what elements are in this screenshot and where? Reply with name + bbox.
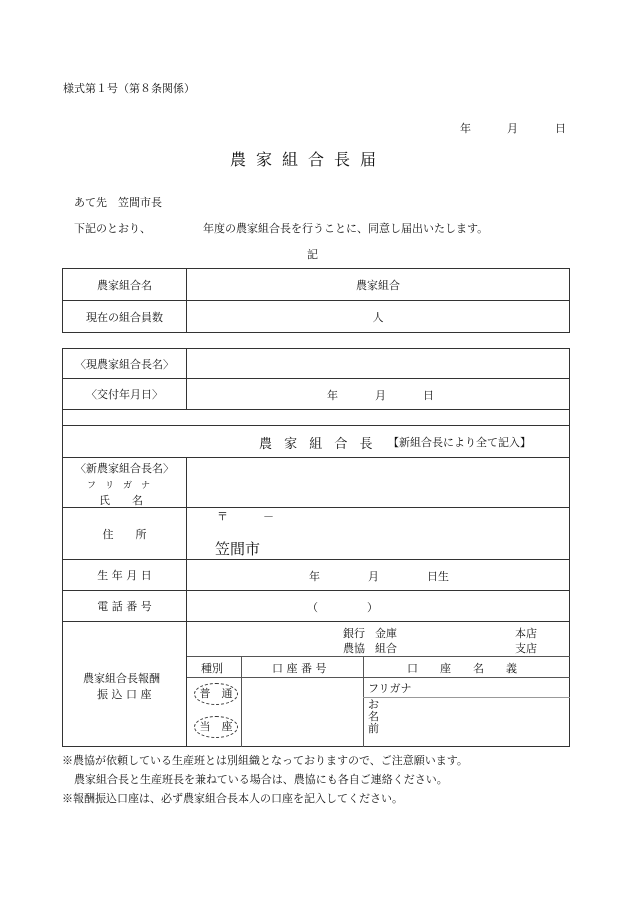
- bank-line1-b: 金庫: [375, 627, 397, 640]
- address-field[interactable]: [187, 508, 570, 560]
- phone-label: 電 話 番 号: [63, 591, 187, 622]
- section-title: 農 家 組 合 長: [259, 437, 377, 452]
- section-note: 【新組合長により全て記入】: [388, 436, 531, 449]
- furigana-small: フリガナ: [368, 682, 412, 695]
- type-futsu-option[interactable]: 普 通: [194, 683, 238, 705]
- col-account-no-header: 口 座 番 号: [272, 662, 327, 675]
- intro-prefix: 下記のとおり、: [74, 222, 151, 235]
- new-leader-label: 〈新農家組合長名〉: [75, 462, 174, 475]
- issue-month: 月: [375, 389, 386, 402]
- branch-sub: 支店: [515, 642, 537, 655]
- intro-suffix: 年度の農家組合長を行うことに、同意し届出いたします。: [203, 222, 489, 235]
- new-leader-label-cell: [63, 458, 187, 508]
- branch-main: 本店: [515, 627, 537, 640]
- birth-year: 年: [309, 570, 320, 583]
- furigana-field[interactable]: [427, 678, 569, 696]
- bank-label-1: 農家組合長報酬: [83, 672, 160, 685]
- postal-dash: －: [263, 510, 274, 523]
- furigana-label: フ リ ガ ナ: [87, 481, 151, 491]
- current-leader-field[interactable]: [187, 349, 570, 379]
- bank-line1-a: 銀行: [343, 627, 365, 640]
- postal-mark: 〒: [217, 510, 228, 523]
- city-name: 笠間市: [215, 540, 261, 558]
- phone-open: （: [307, 601, 318, 614]
- phone-field[interactable]: [187, 591, 570, 622]
- date-year: 年: [460, 122, 471, 135]
- bank-label-2: 振 込 口 座: [97, 688, 152, 701]
- birth-day: 日生: [427, 570, 449, 583]
- association-name-field[interactable]: 農家組合: [187, 269, 570, 301]
- issue-date-field[interactable]: [187, 379, 570, 410]
- issue-year: 年: [327, 389, 338, 402]
- current-leader-label: 〈現農家組合長名〉: [63, 349, 187, 379]
- issue-date-label: 〈交付年月日〉: [63, 379, 187, 410]
- address-label: 住 所: [63, 508, 187, 560]
- note-1: ※農協が依頼している生産班とは別組織となっておりますので、ご注意願います。: [62, 754, 468, 767]
- shimei-label: 氏 名: [99, 494, 143, 507]
- bank-header-divider: [187, 656, 570, 657]
- addressee: あて先 笠間市長: [74, 196, 162, 209]
- member-count-label: 現在の組合員数: [63, 301, 187, 333]
- phone-close: ）: [367, 601, 378, 614]
- col-account-name-header: 口 座 名 義: [407, 662, 517, 675]
- furigana-divider: [363, 697, 570, 698]
- date-day: 日: [555, 122, 566, 135]
- account-number-field[interactable]: [242, 678, 362, 746]
- member-count-field[interactable]: 人: [187, 301, 570, 333]
- birth-field[interactable]: [187, 560, 570, 591]
- birth-label: 生 年 月 日: [63, 560, 187, 591]
- ki-mark: 記: [307, 248, 318, 261]
- col-divider-2: [363, 656, 364, 747]
- onamae-label: お 名 前: [368, 698, 379, 735]
- birth-month: 月: [368, 570, 379, 583]
- account-holder-field[interactable]: [387, 699, 569, 746]
- new-leader-name-field[interactable]: [187, 458, 570, 508]
- spacer-row: [63, 410, 570, 426]
- bank-account-cell: [187, 622, 570, 747]
- issue-day: 日: [423, 389, 434, 402]
- page-title: 農家組合長届: [230, 150, 387, 169]
- date-month: 月: [507, 122, 518, 135]
- association-table: [62, 268, 570, 333]
- form-number: 様式第１号（第８条関係）: [63, 82, 195, 95]
- note-2: 農家組合長と生産班長を兼ねている場合は、農協にも各自ご連絡ください。: [74, 773, 448, 786]
- section-header: [63, 426, 570, 458]
- col-type-header: 種別: [201, 662, 223, 675]
- bank-label-cell: [63, 622, 187, 747]
- note-3: ※報酬振込口座は、必ず農家組合長本人の口座を記入してください。: [62, 792, 403, 805]
- type-touza-option[interactable]: 当 座: [194, 716, 238, 738]
- leader-table: [62, 348, 570, 747]
- bank-line2-a: 農協: [343, 642, 365, 655]
- association-name-label: 農家組合名: [63, 269, 187, 301]
- bank-line2-b: 組合: [375, 642, 397, 655]
